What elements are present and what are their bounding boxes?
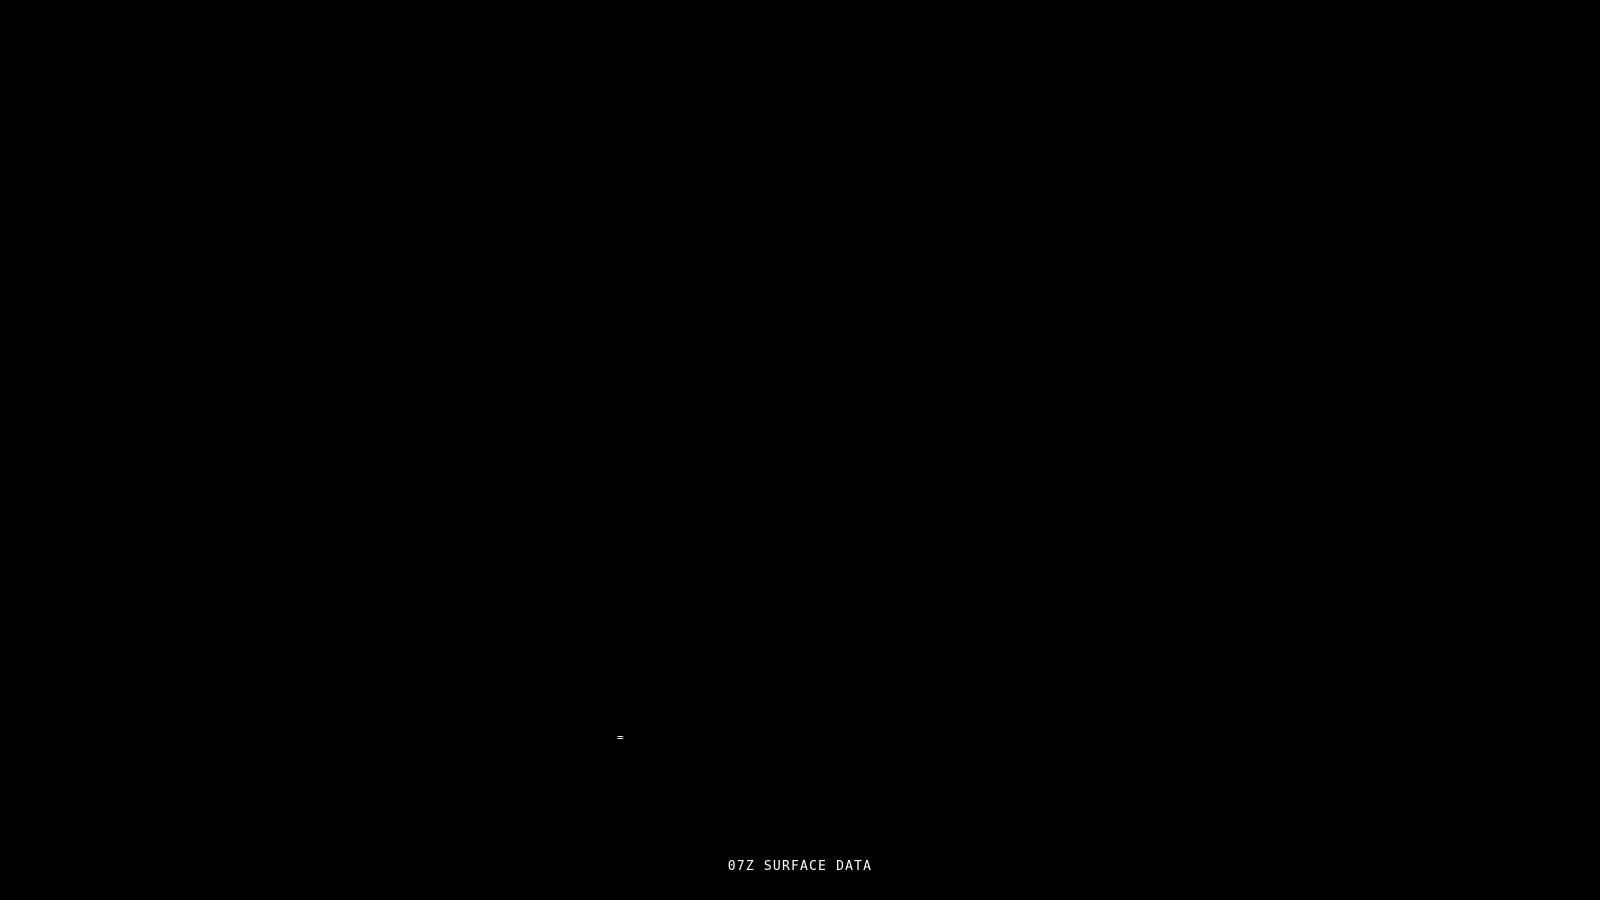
station-plot-symbol: = xyxy=(617,731,624,744)
map-caption: 07Z SURFACE DATA xyxy=(727,859,873,874)
